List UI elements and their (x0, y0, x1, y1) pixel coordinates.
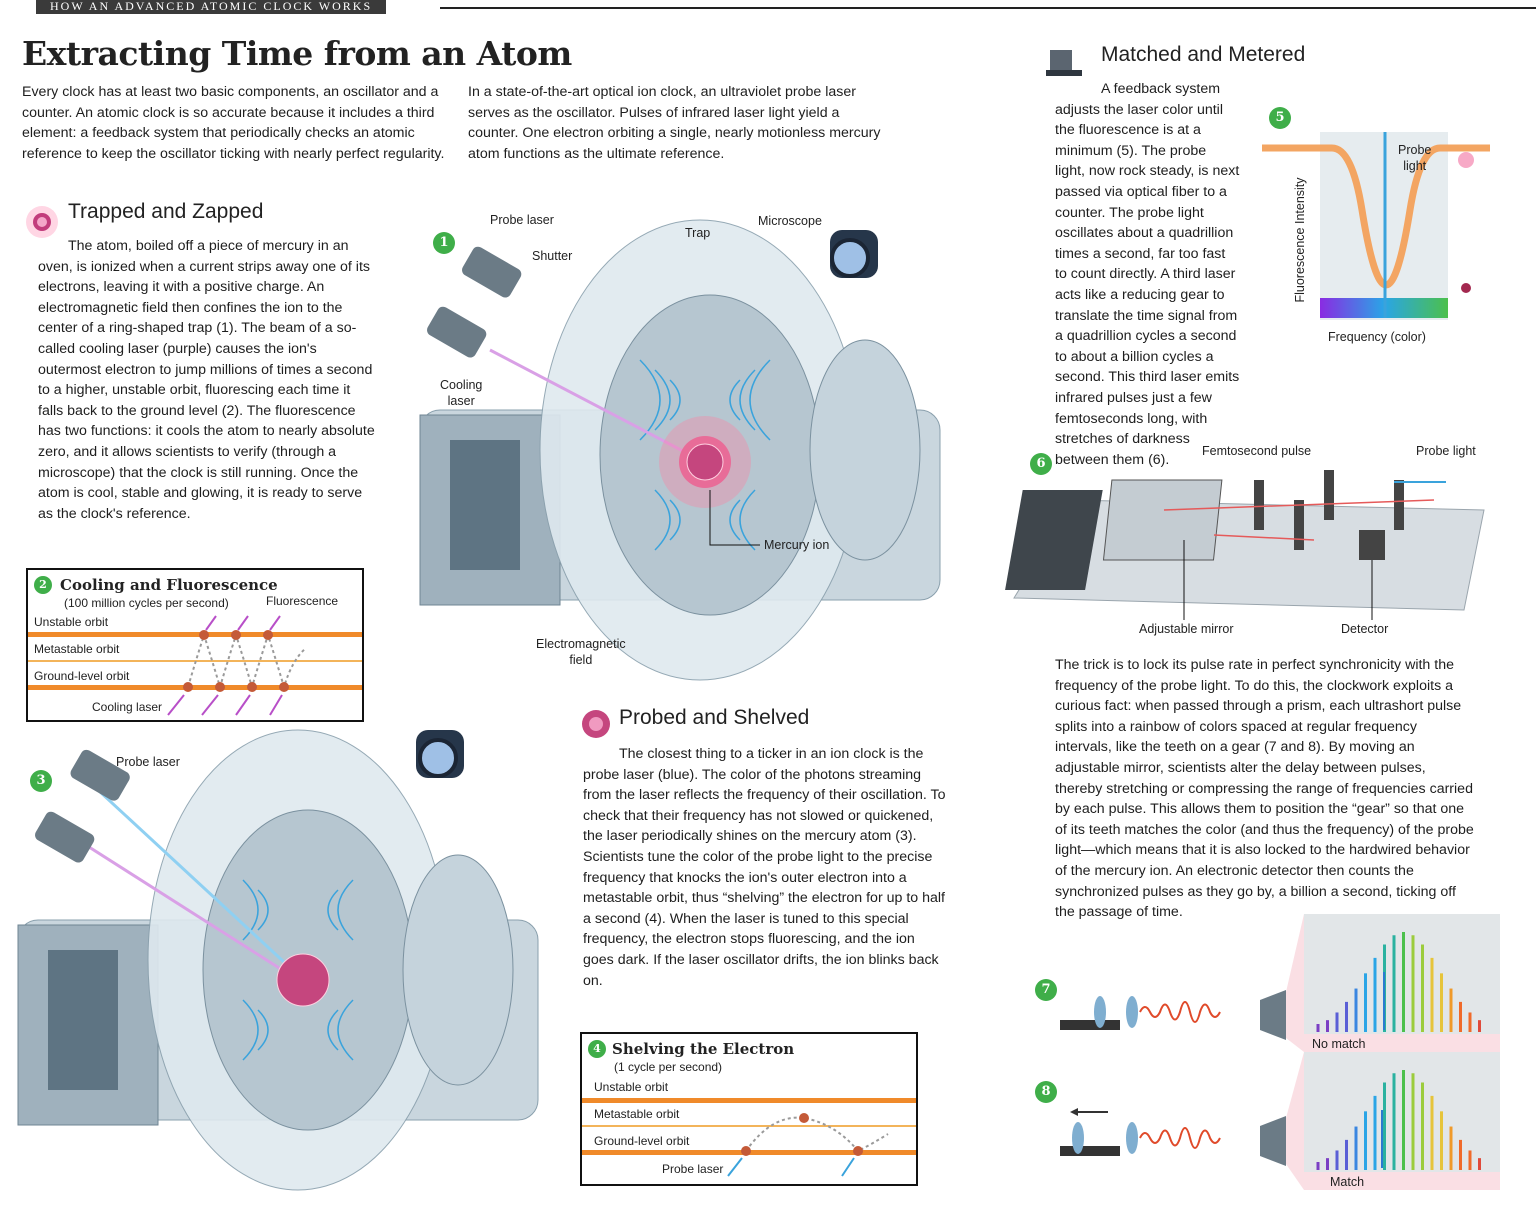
label-microscope: Microscope (758, 214, 822, 228)
badge-7: 7 (1035, 979, 1057, 1001)
intro-left: Every clock has at least two basic components, an oscillator and a counter. An atomic clock is so accurate because it includes a third element: a feedback system that periodically checks an atomic reference to keep the oscillator ticking with nearly perfect regularity. (22, 84, 445, 162)
fig2-orbit-unstable: Unstable orbit (34, 615, 109, 629)
counter-icon (1044, 44, 1084, 80)
fig2-title: Cooling and Fluorescence (60, 576, 278, 594)
trapped-heading: Trapped and Zapped (68, 200, 264, 223)
badge-1: 1 (433, 232, 455, 254)
matched-heading: Matched and Metered (1101, 43, 1306, 66)
fig4-laser: Probe laser (662, 1162, 724, 1176)
fig6-detector: Detector (1341, 622, 1389, 636)
label-cooling-laser: Cooling laser (440, 378, 483, 408)
fig5-xaxis: Frequency (color) (1328, 330, 1426, 344)
label-em-field: Electromagnetic field (536, 637, 626, 667)
header-tag: HOW AN ADVANCED ATOMIC CLOCK WORKS (36, 0, 386, 14)
badge-6: 6 (1030, 453, 1052, 475)
fig4-orbit-unstable: Unstable orbit (594, 1080, 669, 1094)
header-rule (440, 7, 1536, 9)
fig2-orbit-ground: Ground-level orbit (34, 669, 130, 683)
fig4-title: Shelving the Electron (612, 1040, 795, 1058)
probed-heading: Probed and Shelved (619, 706, 810, 729)
trapped-body: The atom, boiled off a piece of mercury in an oven, is ionized when a current strips away one of its electrons, leaving it with a positive charge. An electromagnetic field then confines the ion to the center of a ring-shaped trap (1). The beam of a so-called cooling laser (purple) causes the ion's outermost electron to jump millions of times a second to a higher, unstable orbit, fluorescing each time it falls back to the ground level (2). The fluorescence has two functions: it cools the atom to nearly absolute zero, and it allows scientists to verify (through a microscope) that the clock is still running. Once the atom is cool, stable and glowing, it is ready to serve as the clock's reference. (38, 238, 375, 522)
matched-body: A feedback system adjusts the laser color until the fluorescence is at a minimum (5). The probe light, now rock steady, is next passed via optical fiber to a counter. The probe light oscillates about a quadrillion times a second, far too fast to count directly. A third laser acts like a reducing gear to translate the time signal from a quadrillion cycles a second to about a billion cycles a second. This third laser emits infrared pulses just a few femtoseconds long, with stretches of darkness between them (6). (1055, 81, 1240, 468)
matched-body-2: The trick is to lock its pulse rate in perfect synchronicity with the frequency of the probe light. To do this, the clockwork exploits a curious fact: when passed through a prism, each ultrashort pulse splits into a rainbow of colors spaced at regular frequency intervals, like the teeth on a gear (7 and 8). By moving an adjustable mirror, scientists alter the delay between pulses, thereby stretching or compressing the range of frequencies carried by each pulse. This allows them to position the “gear” so that one of its teeth matches the color (and thus the frequency) of the probe light—which means that it is also locked to the hardwired behavior of the mercury ion. An electronic detector then counts the synchronized pulses as they go by, a billion a second, ticking off the passage of time. (1055, 657, 1474, 921)
intro-right: In a state-of-the-art optical ion clock, an ultraviolet probe laser serves as the oscillator. Pulses of infrared laser light yield a counter. One electron orbiting a single, nearly motionless mercury atom functions as the ultimate reference. (468, 84, 881, 162)
badge-2: 2 (34, 576, 52, 594)
page-title: Extracting Time from an Atom (22, 34, 572, 73)
fig8-label: Match (1330, 1175, 1365, 1189)
fig6-probe-light: Probe light (1416, 444, 1476, 458)
ion-icon (580, 708, 612, 740)
label-probe-laser: Probe laser (490, 213, 554, 227)
shelving-box (580, 1032, 918, 1186)
trap-diagram (410, 200, 970, 700)
header-bar (0, 0, 1536, 14)
ion-glow-icon (24, 204, 60, 240)
fig6-femtosecond: Femtosecond pulse (1202, 444, 1312, 458)
fig2-orbit-metastable: Metastable orbit (34, 642, 120, 656)
fig2-subtitle: (100 million cycles per second) (64, 596, 229, 610)
probe-trap-diagram (18, 730, 558, 1200)
badge-5: 5 (1269, 107, 1291, 129)
fig4-orbit-metastable: Metastable orbit (594, 1107, 680, 1121)
fig2-cycles (158, 610, 358, 715)
fig4-subtitle: (1 cycle per second) (614, 1060, 723, 1074)
fig4-cycle (732, 1094, 912, 1184)
label-trap: Trap (685, 226, 711, 240)
cooling-fluorescence-box (26, 568, 364, 722)
fig7-label: No match (1312, 1037, 1366, 1051)
fig3-probe-laser: Probe laser (116, 755, 180, 769)
fig4-orbit-ground: Ground-level orbit (594, 1134, 690, 1148)
match-spectrum (1060, 1050, 1500, 1190)
no-match-spectrum (1060, 912, 1500, 1052)
badge-8: 8 (1035, 1081, 1057, 1103)
badge-4: 4 (588, 1040, 606, 1058)
probed-body: The closest thing to a ticker in an ion clock is the probe laser (blue). The color of the photons streaming from the laser reflects the frequency of their oscillation. To check that their frequency has not slowed or quickened, the laser periodically shines on the mercury atom (3). Scientists tune the color of the probe light to the precise frequency that knocks the ion's outer electron into a metastable orbit, thus “shelving” the electron for up to half a second (4). When the laser is tuned to this special frequency, the electron stops fluorescing, and the ion goes dark. If the laser oscillator drifts, the ion blinks back on. (583, 746, 946, 989)
frequency-comb-setup (1014, 460, 1484, 610)
label-mercury-ion: Mercury ion (764, 538, 830, 552)
fig5-yaxis: Fluorescence Intensity (1293, 177, 1307, 303)
badge-3: 3 (30, 770, 52, 792)
fig5-probe-light: Probe light (1398, 143, 1432, 173)
label-shutter: Shutter (532, 249, 573, 263)
fig2-laser: Cooling laser (92, 700, 163, 714)
fig6-mirror: Adjustable mirror (1139, 622, 1234, 636)
fig2-fluorescence: Fluorescence (266, 594, 339, 608)
